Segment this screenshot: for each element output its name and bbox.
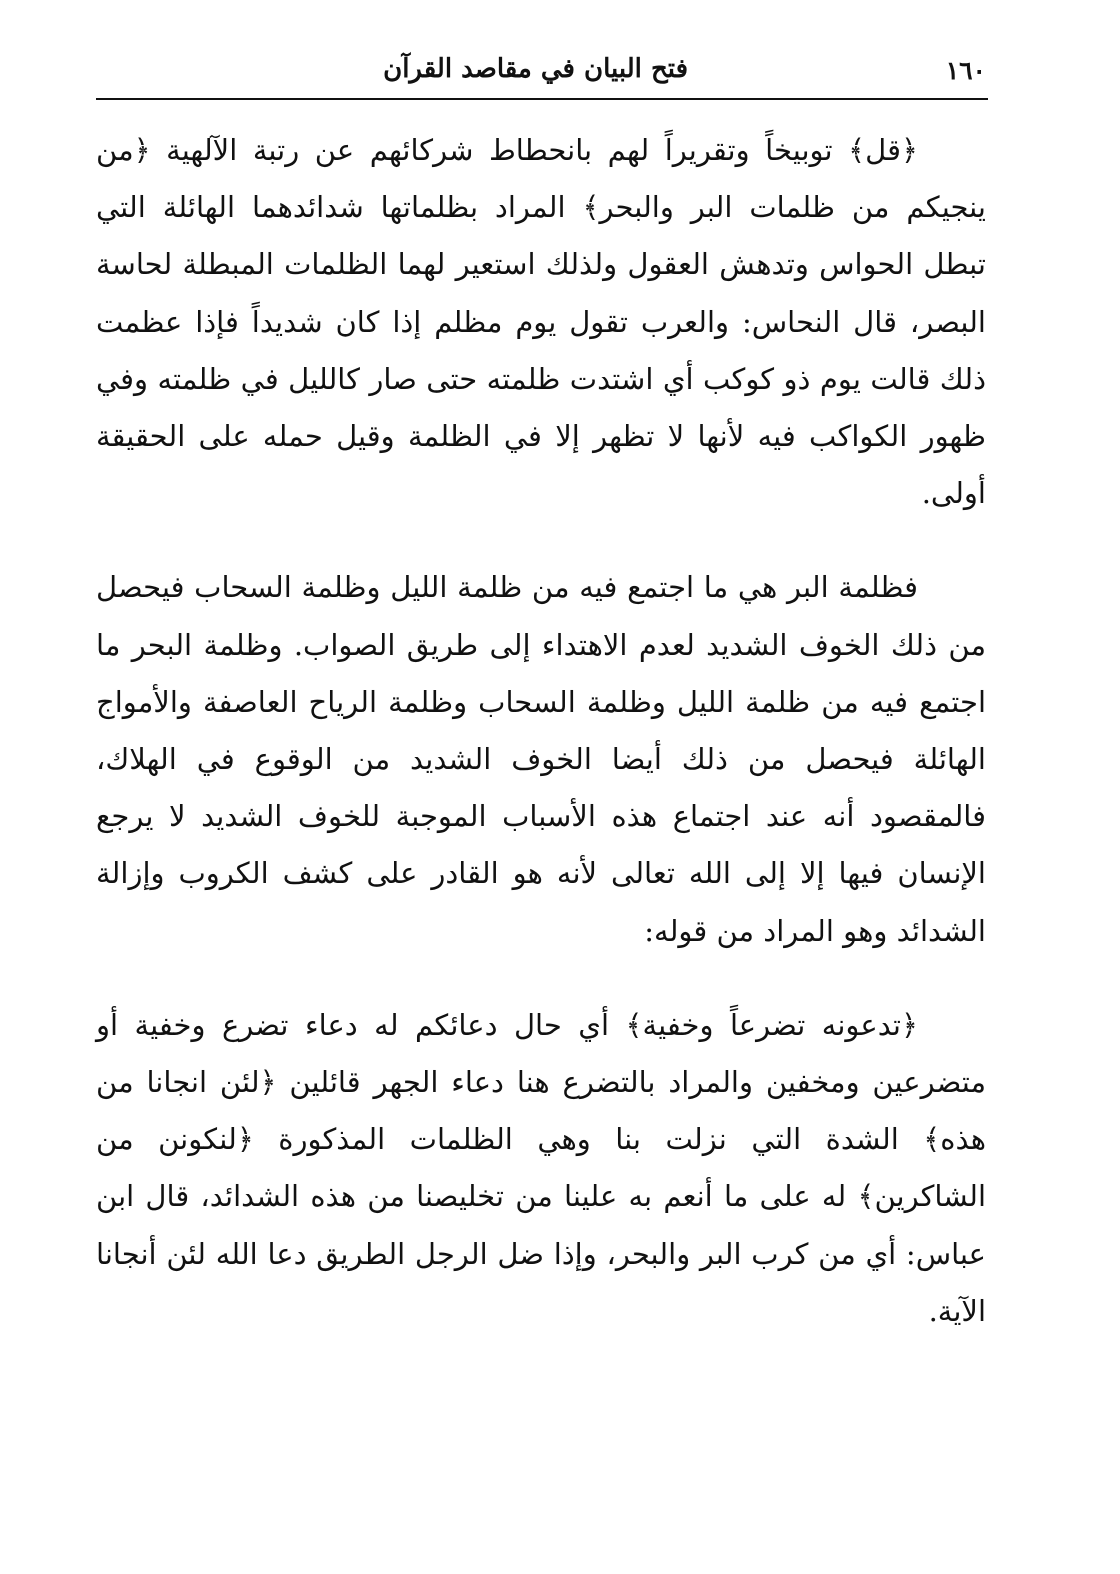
page-number: ١٦٠ <box>945 56 986 85</box>
paragraph-2: فظلمة البر هي ما اجتمع فيه من ظلمة الليل وظلمة السحاب فيحصل من ذلك الخوف الشديد لعدم الاهتداء إلى طريق الصواب. وظلمة البحر ما اجتمع فيه من ظلمة الليل وظلمة السحاب وظلمة الرياح العاصفة والأمواج الهائلة فيحصل من ذلك أيضا الخوف الشديد من الوقوع في الهلاك، فالمقصود أنه عند اجتماع هذه الأسباب الموجبة للخوف الشديد لا يرجع الإنسان فيها إلا إلى الله تعالى لأنه هو القادر على كشف الكروب وإزالة الشدائد وهو المراد من قوله: <box>96 570 986 948</box>
paragraph-3: ﴿تدعونه تضرعاً وخفية﴾ أي حال دعائكم له دعاء تضرع وخفية أو متضرعين ومخفين والمراد بالتضرع هنا دعاء الجهر قائلين ﴿لئن انجانا من هذه﴾ الشدة التي نزلت بنا وهي الظلمات المذكورة ﴿لنكونن من الشاكرين﴾ له على ما أنعم به علينا من تخليصنا من هذه الشدائد، قال ابن عباس: أي من كرب البر والبحر، وإذا ضل الرجل الطريق دعا الله لئن أنجانا الآية. <box>96 1007 986 1328</box>
running-title: فتح البيان في مقاصد القرآن <box>383 54 688 84</box>
page-header <box>96 52 988 100</box>
paragraph-1: ﴿قل﴾ توبيخاً وتقريراً لهم بانحطاط شركائهم عن رتبة الآلهية ﴿من ينجيكم من ظلمات البر والبحر﴾ المراد بظلماتها شدائدهما الهائلة التي تبطل الحواس وتدهش العقول ولذلك استعير لهما الظلمات المبطلة لحاسة البصر، قال النحاس: والعرب تقول يوم مظلم إذا كان شديداً فإذا عظمت ذلك قالت يوم ذو كوكب أي اشتدت ظلمته حتى صار كالليل في ظلمته وفي ظهور الكواكب فيه لأنها لا تظهر إلا في الظلمة وقيل حمله على الحقيقة أولى. <box>96 133 986 511</box>
body-text <box>96 122 986 1340</box>
